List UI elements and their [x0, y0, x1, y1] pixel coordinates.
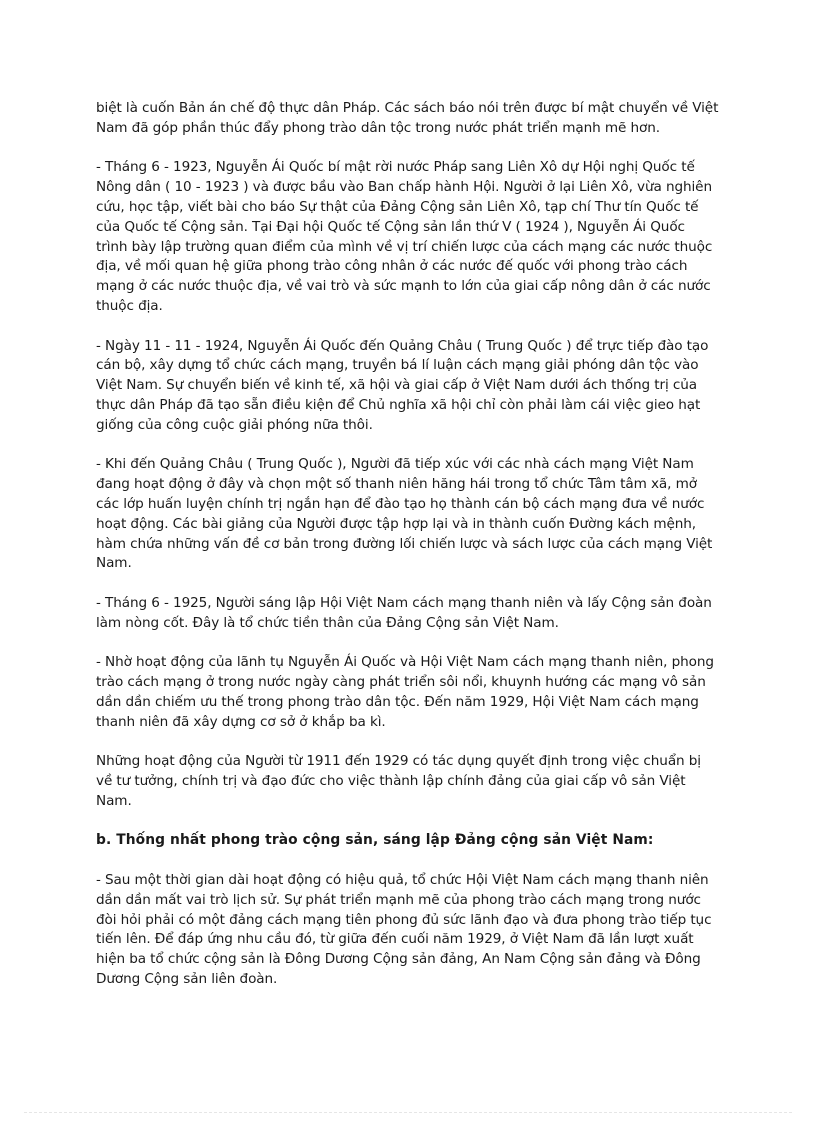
text-line: về tư tưởng, chính trị và đạo đức cho việc thành lập chính đảng của giai cấp vô sản Việt	[96, 773, 686, 790]
page-bottom-divider	[24, 1112, 792, 1113]
text-line: Những hoạt động của Người từ 1911 đến 1929 có tác dụng quyết định trong việc chuẩn bị	[96, 753, 701, 770]
paragraph-nov-1924	[96, 337, 722, 436]
paragraph-gap	[96, 317, 722, 337]
text-line: Nam.	[96, 555, 132, 572]
text-line: dần dần mất vai trò lịch sử. Sự phát triển mạnh mẽ của phong trào cách mạng trong nước	[96, 891, 701, 908]
text-line: - Tháng 6 - 1925, Người sáng lập Hội Việt Nam cách mạng thanh niên và lấy Cộng sản đoàn	[96, 594, 712, 611]
text-line: trào cách mạng ở trong nước ngày càng phát triển sôi nổi, khuynh hướng các mạng vô sản	[96, 674, 706, 691]
text-line: của Quốc tế Cộng sản. Tại Đại hội Quốc tế Cộng sản lần thứ V ( 1924 ), Nguyễn Ái Quốc	[96, 218, 685, 235]
paragraph-june-1923	[96, 158, 722, 316]
paragraph-june-1925	[96, 594, 722, 634]
text-line: thực dân Pháp đã tạo sẵn điều kiện để Chủ nghĩa xã hội chỉ còn phải làm cái việc gieo hạt	[96, 396, 701, 413]
text-line: trình bày lập trường quan điểm của mình về vị trí chiến lược của cách mạng các nước thuộc	[96, 238, 713, 255]
paragraph-intro	[96, 99, 722, 139]
paragraph-gap	[96, 139, 722, 159]
text-line: hàm chứa những vấn đề cơ bản trong đường lối chiến lược và sách lược của cách mạng Việt	[96, 535, 713, 552]
text-line: giống của công cuộc giải phóng nữa thôi.	[96, 416, 373, 433]
text-line: - Tháng 6 - 1923, Nguyễn Ái Quốc bí mật rời nước Pháp sang Liên Xô dự Hội nghị Quốc tế	[96, 159, 695, 176]
paragraph-summary	[96, 752, 722, 811]
text-line: địa, về mối quan hệ giữa phong trào công nhân ở các nước đế quốc với phong trào cách	[96, 258, 688, 275]
text-line: hoạt động. Các bài giảng của Người được tập hợp lại và in thành cuốn Đường kách mệnh,	[96, 515, 696, 532]
text-line: - Khi đến Quảng Châu ( Trung Quốc ), Người đã tiếp xúc với các nhà cách mạng Việt Nam	[96, 456, 694, 473]
text-line: đòi hỏi phải có một đảng cách mạng tiên phong đủ sức lãnh đạo và đưa phong trào tiếp tục	[96, 911, 712, 928]
text-line: làm nòng cốt. Đây là tổ chức tiền thân của Đảng Cộng sản Việt Nam.	[96, 614, 559, 631]
text-line: Nông dân ( 10 - 1923 ) và được bầu vào Ban chấp hành Hội. Người ở lại Liên Xô, vừa nghiên	[96, 179, 712, 196]
text-line: cứu, học tập, viết bài cho báo Sự thật của Đảng Cộng sản Liên Xô, tạp chí Thư tín Quốc tế	[96, 198, 699, 215]
text-line: hiện ba tổ chức cộng sản là Đông Dương Cộng sản đảng, An Nam Cộng sản đảng và Đông	[96, 951, 701, 968]
paragraph-gap	[96, 436, 722, 456]
paragraph-guangzhou	[96, 455, 722, 574]
section-heading: b. Thống nhất phong trào cộng sản, sáng lập Đảng cộng sản Việt Nam:	[96, 832, 654, 849]
text-line: cán bộ, xây dựng tổ chức cách mạng, truyền bá lí luận cách mạng giải phóng dân tộc vào	[96, 357, 699, 374]
text-line: dần dần chiếm ưu thế trong phong trào dân tộc. Đến năm 1929, Hội Việt Nam cách mạng	[96, 693, 699, 710]
text-line: đang hoạt động ở đây và chọn một số thanh niên hăng hái trong tổ chức Tâm tâm xã, mở	[96, 476, 697, 493]
paragraph-closing	[96, 871, 722, 990]
text-line: tiến lên. Để đáp ứng nhu cầu đó, từ giữa đến cuối năm 1929, ở Việt Nam đã lần lượt xuất	[96, 931, 694, 948]
text-line: các lớp huấn luyện chính trị ngắn hạn để đào tạo họ thành cán bộ cách mạng đưa về nước	[96, 495, 705, 512]
text-line: Nam đã góp phần thúc đẩy phong trào dân tộc trong nước phát triển mạnh mẽ hơn.	[96, 119, 660, 136]
text-line: Dương Cộng sản liên đoàn.	[96, 971, 278, 988]
paragraph-gap	[96, 634, 722, 654]
text-line: mạng ở các nước thuộc địa, về vai trò và sức mạnh to lớn của giai cấp nông dân ở các nước	[96, 278, 711, 295]
paragraph-gap	[96, 574, 722, 594]
text-line: thuộc địa.	[96, 297, 163, 314]
text-line: biệt là cuốn Bản án chế độ thực dân Pháp. Các sách báo nói trên được bí mật chuyển về Việt	[96, 100, 719, 116]
text-line: - Sau một thời gian dài hoạt động có hiệu quả, tổ chức Hội Việt Nam cách mạng thanh niên	[96, 872, 709, 889]
document-body	[96, 99, 722, 990]
text-line: thanh niên đã xây dựng cơ sở ở khắp ba kì.	[96, 713, 386, 730]
text-line: Việt Nam. Sự chuyển biến về kinh tế, xã hội và giai cấp ở Việt Nam dưới ách thống trị của	[96, 377, 698, 394]
paragraph-gap	[96, 812, 722, 832]
paragraph-gap	[96, 851, 722, 871]
text-line: - Ngày 11 - 11 - 1924, Nguyễn Ái Quốc đến Quảng Châu ( Trung Quốc ) để trực tiếp đào tạo	[96, 337, 709, 354]
text-line: Nam.	[96, 792, 132, 809]
paragraph-movement	[96, 653, 722, 732]
paragraph-gap	[96, 733, 722, 753]
text-line: - Nhờ hoạt động của lãnh tụ Nguyễn Ái Quốc và Hội Việt Nam cách mạng thanh niên, phong	[96, 654, 714, 671]
